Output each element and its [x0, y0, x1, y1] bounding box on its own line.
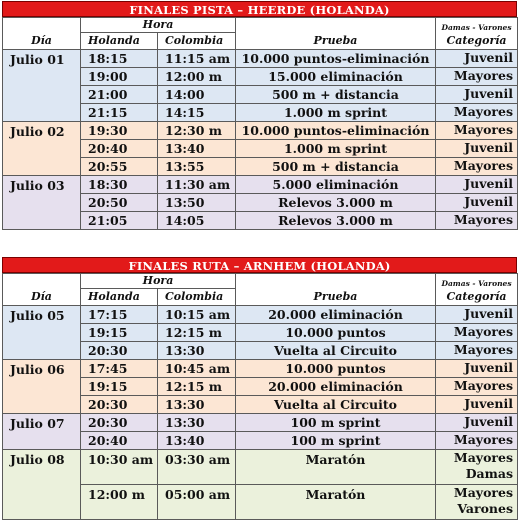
category-label: Mayores	[453, 324, 513, 339]
day-cell: Julio 02	[3, 122, 81, 176]
table-row	[3, 342, 518, 360]
header-row	[3, 18, 518, 33]
time-colombia: 12:30 m	[158, 122, 236, 140]
table-row	[3, 378, 518, 396]
event-name: Vuelta al Circuito	[236, 342, 436, 360]
table-row	[3, 306, 518, 324]
category-label: Mayores	[453, 342, 513, 357]
header-prueba: Prueba	[236, 274, 436, 306]
event-name: 10.000 puntos	[236, 360, 436, 378]
category-label: Juvenil	[464, 86, 513, 101]
time-colombia: 13:30	[158, 396, 236, 414]
time-holanda: 20:55	[81, 158, 158, 176]
header-categoria	[436, 274, 518, 306]
time-colombia: 12:15 m	[158, 324, 236, 342]
table-row	[3, 50, 518, 68]
category-cell	[436, 450, 518, 485]
category-label: Juvenil	[464, 50, 513, 65]
event-name: 5.000 eliminación	[236, 176, 436, 194]
time-holanda: 21:05	[81, 212, 158, 230]
time-colombia: 13:30	[158, 414, 236, 432]
header-holanda: Holanda	[81, 289, 158, 306]
time-colombia: 13:30	[158, 342, 236, 360]
section-title: FINALES PISTA – HEERDE (HOLANDA)	[2, 1, 517, 17]
time-holanda: 19:30	[81, 122, 158, 140]
event-name: 10.000 puntos-eliminación	[236, 122, 436, 140]
category-cell	[436, 378, 518, 396]
time-holanda: 21:00	[81, 86, 158, 104]
header-hora: Hora	[81, 18, 236, 33]
category-cell	[436, 50, 518, 68]
category-label: Juvenil	[464, 306, 513, 321]
time-holanda: 19:00	[81, 68, 158, 86]
category-label: Mayores	[453, 432, 513, 447]
table-row	[3, 176, 518, 194]
time-colombia: 13:55	[158, 158, 236, 176]
table-row	[3, 158, 518, 176]
event-name: 500 m + distancia	[236, 86, 436, 104]
category-label: Mayores	[453, 68, 513, 83]
schedule-ruta	[2, 257, 517, 520]
category-label: Mayores	[453, 122, 513, 137]
category-label: Juvenil	[464, 140, 513, 155]
event-name: 100 m sprint	[236, 414, 436, 432]
header-categoria-label: Categoría	[446, 34, 507, 47]
category-label: Mayores	[453, 378, 513, 393]
category-cell	[436, 432, 518, 450]
event-name: 10.000 puntos-eliminación	[236, 50, 436, 68]
header-dia: Día	[3, 18, 81, 50]
time-holanda: 20:30	[81, 414, 158, 432]
time-colombia: 11:30 am	[158, 176, 236, 194]
header-prueba: Prueba	[236, 18, 436, 50]
header-hora: Hora	[81, 274, 236, 289]
category-cell	[436, 140, 518, 158]
event-name: 1.000 m sprint	[236, 104, 436, 122]
category-cell	[436, 212, 518, 230]
event-name: 20.000 eliminación	[236, 306, 436, 324]
time-colombia: 13:40	[158, 140, 236, 158]
category-cell	[436, 104, 518, 122]
event-name: 10.000 puntos	[236, 324, 436, 342]
event-name: Relevos 3.000 m	[236, 194, 436, 212]
schedule-table	[2, 17, 518, 230]
time-holanda: 20:50	[81, 194, 158, 212]
category-cell	[436, 194, 518, 212]
section-title: FINALES RUTA – ARNHEM (HOLANDA)	[2, 257, 517, 273]
table-row	[3, 122, 518, 140]
time-holanda: 19:15	[81, 324, 158, 342]
event-name: Maratón	[236, 485, 436, 520]
category-cell	[436, 324, 518, 342]
category-label: Juvenil	[464, 194, 513, 209]
time-colombia: 10:45 am	[158, 360, 236, 378]
time-colombia: 10:15 am	[158, 306, 236, 324]
time-holanda: 20:40	[81, 432, 158, 450]
time-holanda: 18:15	[81, 50, 158, 68]
event-name: 15.000 eliminación	[236, 68, 436, 86]
time-colombia: 05:00 am	[158, 485, 236, 520]
event-name: Relevos 3.000 m	[236, 212, 436, 230]
category-cell	[436, 360, 518, 378]
time-holanda: 12:00 m	[81, 485, 158, 520]
category-cell	[436, 86, 518, 104]
category-label: Juvenil	[464, 414, 513, 429]
category-cell	[436, 396, 518, 414]
category-cell	[436, 158, 518, 176]
category-cell	[436, 342, 518, 360]
category-gender: Varones	[457, 501, 513, 516]
category-label: Mayores	[453, 212, 513, 227]
header-colombia: Colombia	[158, 33, 236, 50]
time-holanda: 21:15	[81, 104, 158, 122]
category-cell	[436, 122, 518, 140]
schedule-table	[2, 273, 518, 520]
table-row	[3, 68, 518, 86]
table-row	[3, 485, 518, 520]
header-categoria-sub: Damas - Varones	[441, 279, 512, 288]
event-name: 100 m sprint	[236, 432, 436, 450]
time-colombia: 11:15 am	[158, 50, 236, 68]
time-colombia: 03:30 am	[158, 450, 236, 485]
event-name: 20.000 eliminación	[236, 378, 436, 396]
day-cell: Julio 01	[3, 50, 81, 122]
time-holanda: 20:30	[81, 396, 158, 414]
time-colombia: 12:00 m	[158, 68, 236, 86]
header-dia: Día	[3, 274, 81, 306]
time-colombia: 14:05	[158, 212, 236, 230]
header-categoria	[436, 18, 518, 50]
day-cell: Julio 06	[3, 360, 81, 414]
category-cell	[436, 68, 518, 86]
category-cell	[436, 414, 518, 432]
category-label: Mayores	[453, 158, 513, 173]
header-colombia: Colombia	[158, 289, 236, 306]
time-holanda: 18:30	[81, 176, 158, 194]
time-colombia: 12:15 m	[158, 378, 236, 396]
day-cell: Julio 03	[3, 176, 81, 230]
time-colombia: 14:00	[158, 86, 236, 104]
table-row	[3, 396, 518, 414]
category-label: Mayores	[453, 450, 513, 465]
time-colombia: 13:40	[158, 432, 236, 450]
event-name: 500 m + distancia	[236, 158, 436, 176]
category-cell	[436, 485, 518, 520]
table-row	[3, 104, 518, 122]
category-label: Juvenil	[464, 360, 513, 375]
table-row	[3, 86, 518, 104]
time-holanda: 19:15	[81, 378, 158, 396]
category-label: Mayores	[453, 485, 513, 500]
time-colombia: 14:15	[158, 104, 236, 122]
table-row	[3, 432, 518, 450]
header-categoria-sub: Damas - Varones	[441, 23, 512, 32]
time-holanda: 20:40	[81, 140, 158, 158]
category-label: Mayores	[453, 104, 513, 119]
category-label: Juvenil	[464, 176, 513, 191]
category-label: Juvenil	[464, 396, 513, 411]
table-row	[3, 360, 518, 378]
event-name: Vuelta al Circuito	[236, 396, 436, 414]
header-holanda: Holanda	[81, 33, 158, 50]
header-row	[3, 274, 518, 289]
day-cell: Julio 07	[3, 414, 81, 450]
table-row	[3, 212, 518, 230]
time-holanda: 20:30	[81, 342, 158, 360]
table-row	[3, 414, 518, 432]
table-row	[3, 324, 518, 342]
day-cell: Julio 08	[3, 450, 81, 520]
day-cell: Julio 05	[3, 306, 81, 360]
category-gender: Damas	[465, 466, 513, 481]
event-name: Maratón	[236, 450, 436, 485]
time-holanda: 17:45	[81, 360, 158, 378]
time-holanda: 17:15	[81, 306, 158, 324]
table-row	[3, 194, 518, 212]
table-row	[3, 450, 518, 485]
time-colombia: 13:50	[158, 194, 236, 212]
schedule-pista	[2, 1, 517, 230]
category-cell	[436, 176, 518, 194]
time-holanda: 10:30 am	[81, 450, 158, 485]
event-name: 1.000 m sprint	[236, 140, 436, 158]
category-cell	[436, 306, 518, 324]
header-categoria-label: Categoría	[446, 290, 507, 303]
table-row	[3, 140, 518, 158]
